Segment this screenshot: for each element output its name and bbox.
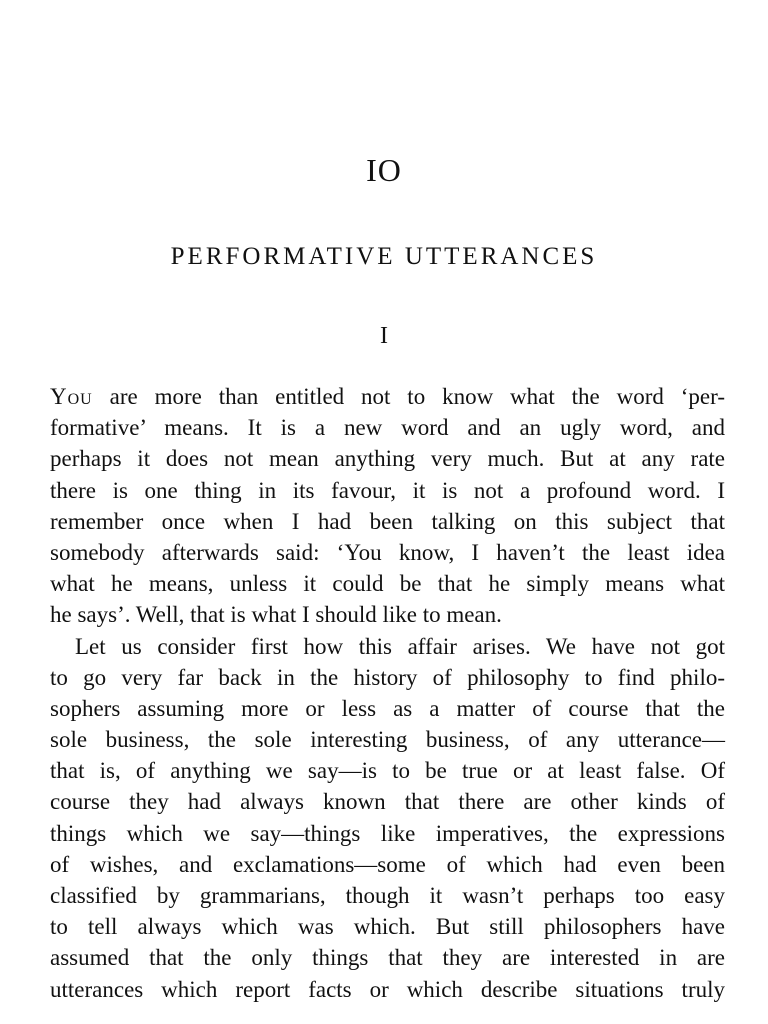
text-line: there is one thing in its favour, it is not a profound word. I [50, 477, 725, 503]
text-line: to go very far back in the history of philosophy to find philo- [50, 664, 725, 690]
text-line: course they had always known that there are other kinds of [50, 789, 725, 815]
opening-word: You [50, 384, 93, 409]
text-line: remember once when I had been talking on this subject that [50, 508, 725, 534]
text-line: that is, of anything we say—is to be true or at least false. Of [50, 758, 725, 784]
paragraph-2 [50, 631, 725, 1005]
text-line: somebody afterwards said: ‘You know, I haven’t the least idea [50, 539, 725, 565]
text-line: what he means, unless it could be that he simply means what [50, 571, 725, 597]
text-line: formative’ means. It is a new word and an ugly word, and [50, 415, 725, 441]
body-text [50, 381, 725, 1005]
chapter-number: IO [366, 152, 402, 188]
text-line: perhaps it does not mean anything very much. But at any rate [50, 446, 725, 472]
text-line: things which we say—things like imperatives, the expressions [50, 820, 725, 846]
text-line [50, 381, 725, 412]
text-line: to tell always which was which. But still philosophers have [50, 914, 725, 940]
text-line: he says’. Well, that is what I should like to mean. [50, 602, 502, 628]
text-line: Let us consider first how this affair arises. We have not got [75, 633, 725, 659]
chapter-title: PERFORMATIVE UTTERANCES [170, 243, 598, 270]
text-line: sophers assuming more or less as a matter of course that the [50, 695, 725, 721]
text-line: assumed that the only things that they are interested in are [50, 945, 725, 971]
section-number: I [380, 323, 388, 349]
text-line: of wishes, and exclamations—some of which had even been [50, 851, 725, 877]
text-line: classified by grammarians, though it wasn’t perhaps too easy [50, 883, 725, 908]
text-line: utterances which report facts or which describe situations truly [50, 976, 725, 1002]
line-text: are more than entitled not to know what the word ‘per- [92, 384, 725, 409]
text-line: sole business, the sole interesting business, of any utterance— [50, 727, 725, 753]
paragraph-1 [50, 381, 725, 631]
